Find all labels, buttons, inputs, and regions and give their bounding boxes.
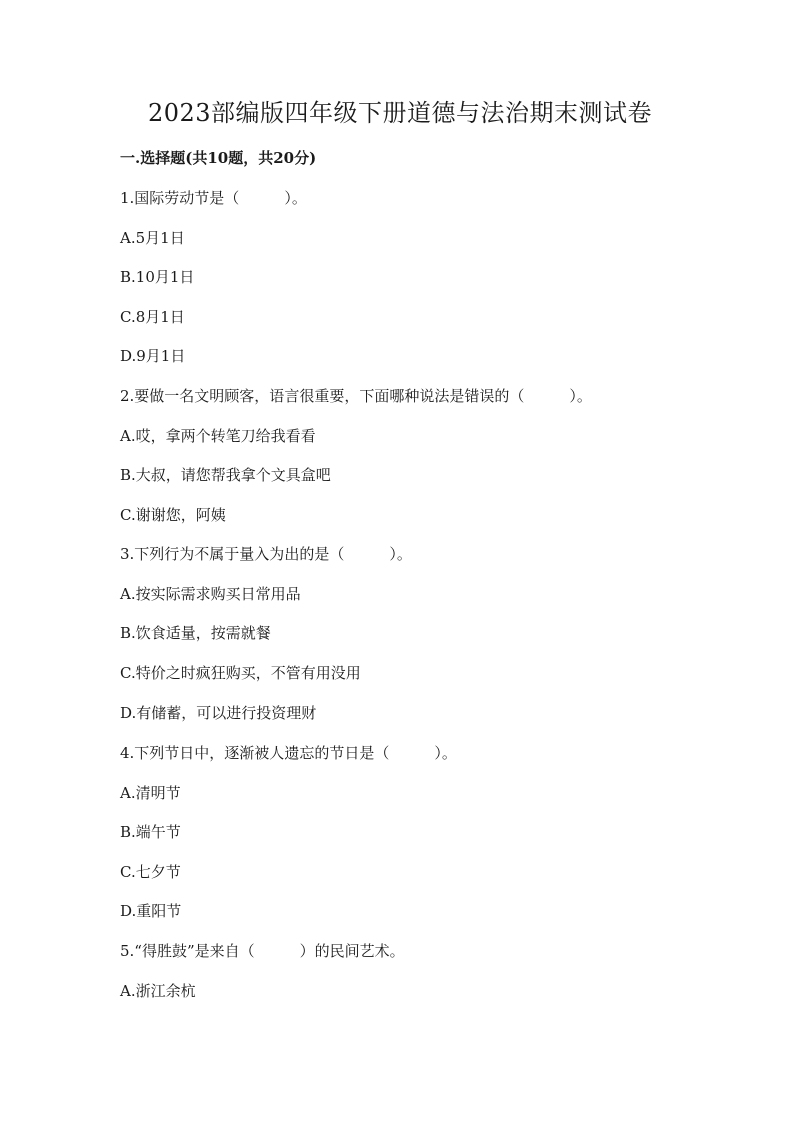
question-4-stem: 4.下列节日中，逐渐被人遗忘的节日是（ ）。 xyxy=(120,744,457,762)
question-4-option-c: C.七夕节 xyxy=(120,863,181,881)
section-heading: 一.选择题(共10题，共20分) xyxy=(120,149,317,167)
question-5-option-a: A.浙江余杭 xyxy=(120,982,196,1000)
question-1-option-d: D.9月1日 xyxy=(120,347,186,365)
question-4-option-a: A.清明节 xyxy=(120,784,181,802)
question-2-option-a: A.哎，拿两个转笔刀给我看看 xyxy=(120,427,316,445)
question-3-option-b: B.饮食适量，按需就餐 xyxy=(120,624,271,642)
question-3-option-d: D.有储蓄，可以进行投资理财 xyxy=(120,704,317,722)
question-3-stem: 3.下列行为不属于量入为出的是（ ）。 xyxy=(120,545,412,563)
question-2-option-c: C.谢谢您，阿姨 xyxy=(120,506,226,524)
question-2-stem: 2.要做一名文明顾客，语言很重要，下面哪种说法是错误的（ ）。 xyxy=(120,387,592,405)
question-1-option-b: B.10月1日 xyxy=(120,268,195,286)
question-4-option-d: D.重阳节 xyxy=(120,902,182,920)
question-5-stem: 5.“得胜鼓”是来自（ ）的民间艺术。 xyxy=(120,942,405,960)
question-3-option-c: C.特价之时疯狂购买，不管有用没用 xyxy=(120,664,361,682)
question-4-option-b: B.端午节 xyxy=(120,823,181,841)
question-2-option-b: B.大叔，请您帮我拿个文具盒吧 xyxy=(120,466,331,484)
question-1-option-c: C.8月1日 xyxy=(120,308,185,326)
question-1-option-a: A.5月1日 xyxy=(120,229,185,247)
question-3-option-a: A.按实际需求购买日常用品 xyxy=(120,585,301,603)
page-title: 2023部编版四年级下册道德与法治期末测试卷 xyxy=(147,99,653,127)
question-1-stem: 1.国际劳动节是（ ）。 xyxy=(120,189,307,207)
